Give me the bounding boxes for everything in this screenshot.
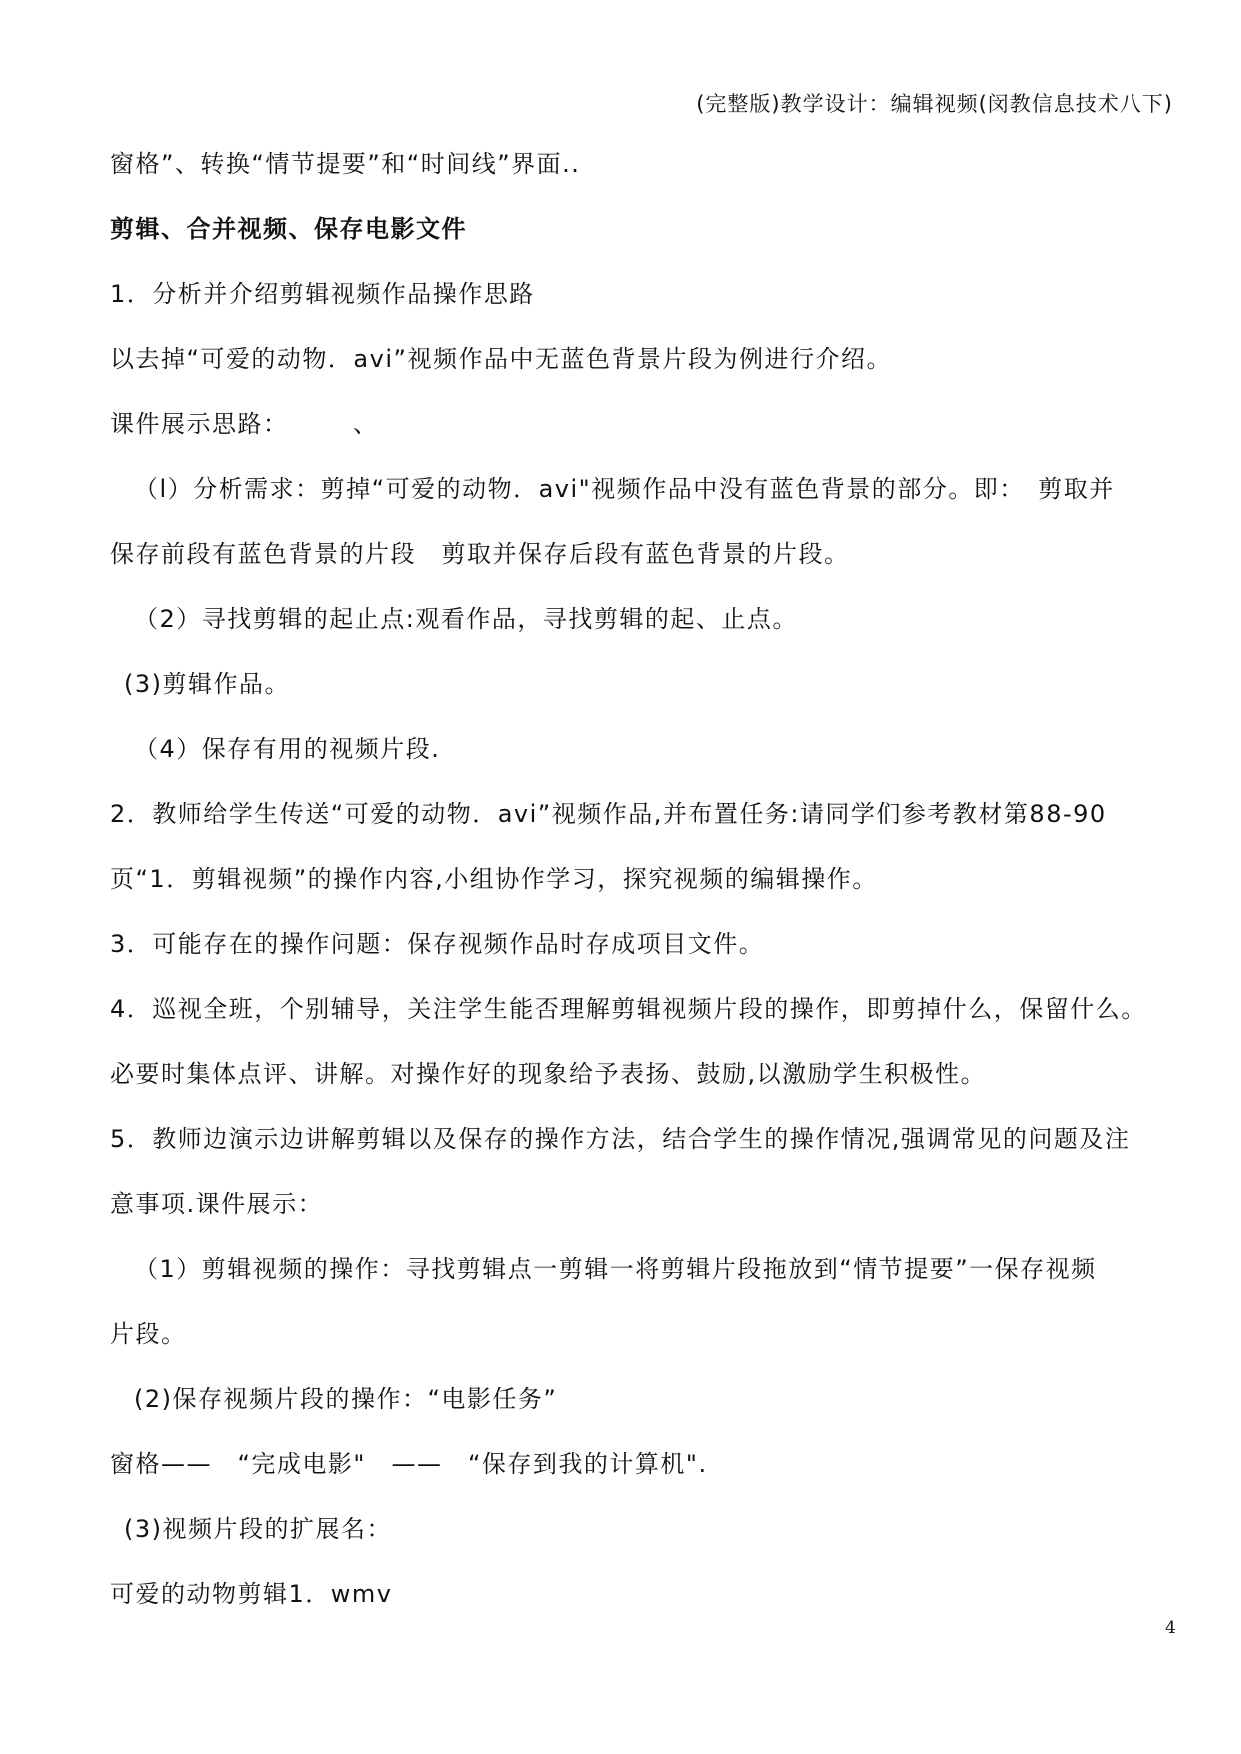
text-line: 5．教师边演示边讲解剪辑以及保存的操作方法，结合学生的操作情况,强调常见的问题及注 — [110, 1125, 1131, 1153]
text-line: 1．分析并介绍剪辑视频作品操作思路 — [110, 280, 535, 308]
text-line: 意事项.课件展示： — [110, 1190, 324, 1218]
text-line: 窗格—— “完成电影" —— “保存到我的计算机". — [110, 1450, 708, 1478]
text-line: 窗格”、转换“情节提要”和“时间线”界面.. — [110, 150, 581, 178]
page-header: (完整版)教学设计：编辑视频(闵教信息技术八下) — [696, 92, 1173, 116]
section-heading: 剪辑、合并视频、保存电影文件 — [110, 215, 467, 243]
text-line: （4）保存有用的视频片段. — [134, 735, 441, 763]
text-line: (3)剪辑作品。 — [124, 670, 290, 698]
text-line: 页“1．剪辑视频”的操作内容,小组协作学习，探究视频的编辑操作。 — [110, 865, 878, 893]
text-line: 必要时集体点评、讲解。对操作好的现象给予表扬、鼓励,以激励学生积极性。 — [110, 1060, 987, 1088]
text-line: 保存前段有蓝色背景的片段 剪取并保存后段有蓝色背景的片段。 — [110, 540, 850, 568]
text-line: 3．可能存在的操作问题：保存视频作品时存成项目文件。 — [110, 930, 765, 958]
text-line: （1）剪辑视频的操作：寻找剪辑点一剪辑一将剪辑片段拖放到“情节提要”一保存视频 — [134, 1255, 1097, 1283]
text-line: 2．教师给学生传送“可爱的动物．avi”视频作品,并布置任务:请同学们参考教材第88-90 — [110, 800, 1107, 828]
text-line: (2)保存视频片段的操作：“电影任务” — [134, 1385, 558, 1413]
text-line: 课件展示思路： 、 — [110, 410, 379, 438]
text-line: 4．巡视全班，个别辅导，关注学生能否理解剪辑视频片段的操作，即剪掉什么，保留什么。 — [110, 995, 1147, 1023]
page-number: 4 — [1165, 1618, 1176, 1638]
text-line: （l）分析需求：剪掉“可爱的动物．avi"视频作品中没有蓝色背景的部分。即： 剪取并 — [134, 475, 1115, 503]
text-line: (3)视频片段的扩展名： — [124, 1515, 392, 1543]
body-text — [110, 132, 1200, 1627]
text-line: 片段。 — [110, 1320, 187, 1348]
text-line: （2）寻找剪辑的起止点:观看作品，寻找剪辑的起、止点。 — [134, 605, 798, 633]
text-line: 以去掉“可爱的动物．avi”视频作品中无蓝色背景片段为例进行介绍。 — [110, 345, 892, 373]
text-line: 可爱的动物剪辑1．wmv — [110, 1580, 393, 1608]
